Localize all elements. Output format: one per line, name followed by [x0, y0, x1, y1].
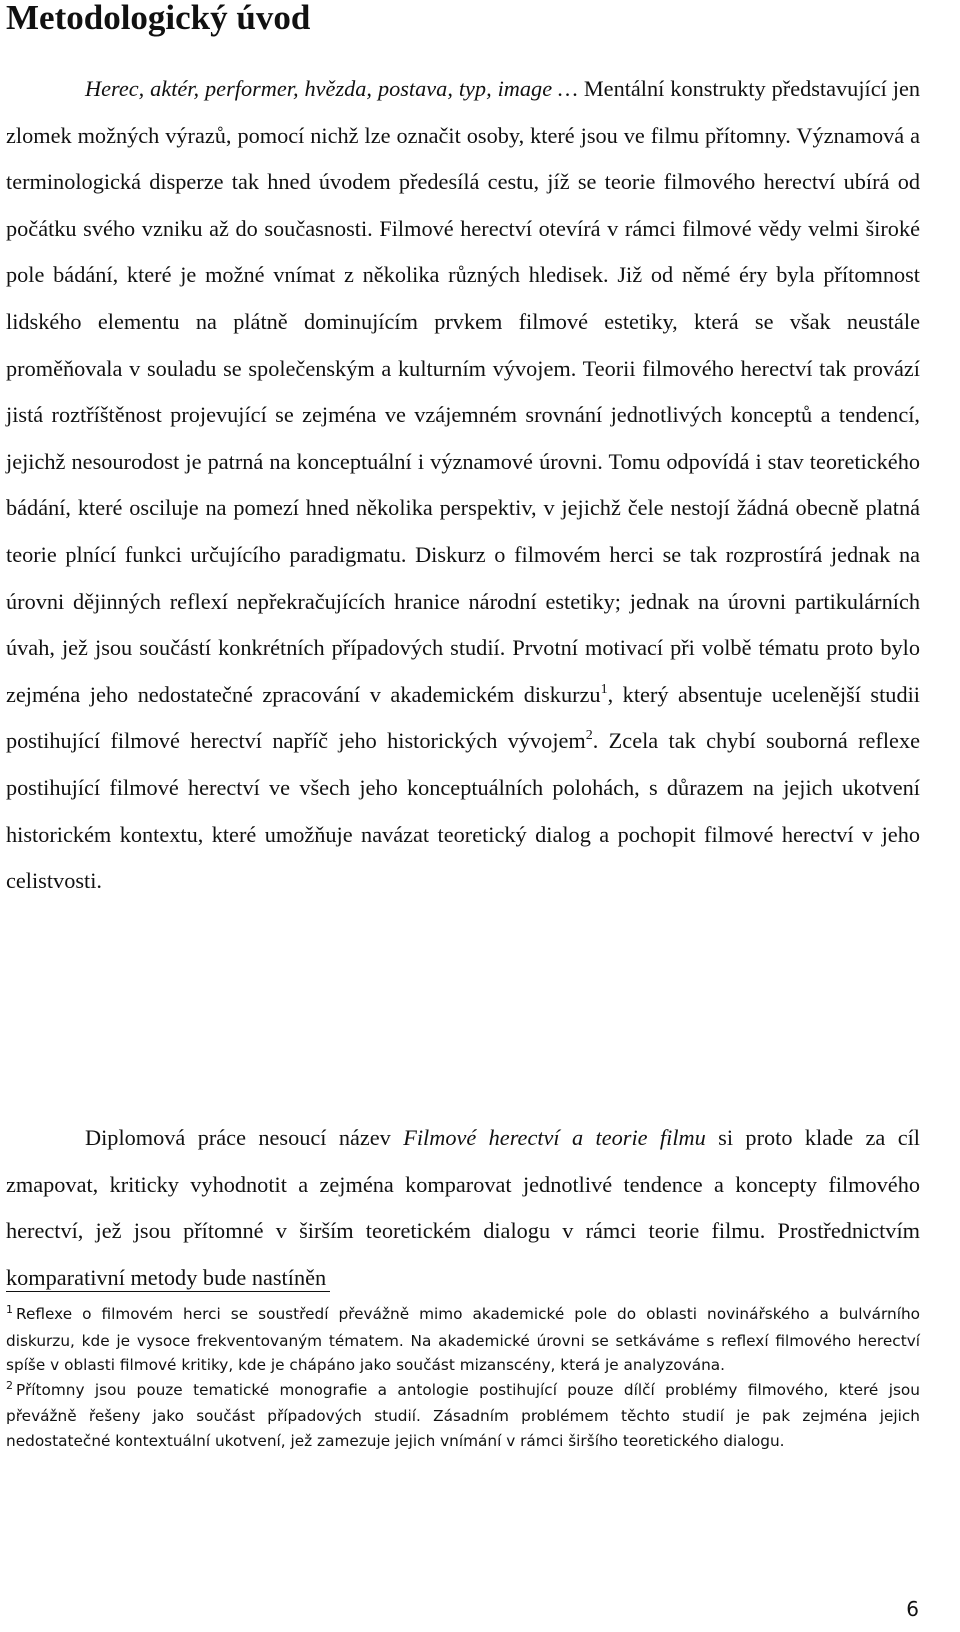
paragraph-2-text-b: si proto klade za cíl zmapovat, kriticky vyhodnotit a zejména komparovat jednotlivé tendence a koncepty filmového herectví, jež jsou přítomné v širším teoretickém dialogu v rámci teorie filmu. Prostřednictvím komparativní metody bude nastíněn: [6, 1125, 920, 1290]
footnote-1: [6, 1302, 920, 1378]
paragraph-1-text-c: . Zcela tak chybí souborná reflexe postihující filmové herectví ve všech jeho konceptuálních polohách, s důrazem na jejich ukotvení historickém kontextu, které umožňuje navázat teoretický dialog a pochopit filmové herectví v jeho celistvosti.: [6, 728, 920, 894]
paragraph-1-italic-lead: Herec, aktér, performer, hvězda, postava, typ, image …: [85, 76, 578, 101]
footnote-reference-1[interactable]: 1: [600, 681, 608, 697]
page-number: 6: [906, 1597, 919, 1621]
footnote-2-mark: 2: [6, 1378, 13, 1392]
footnotes: [6, 1302, 920, 1454]
page-title: Metodologický úvod: [6, 0, 311, 37]
footnote-reference-2[interactable]: 2: [585, 728, 593, 744]
paragraph-2-text-a: Diplomová práce nesoucí název: [85, 1125, 404, 1150]
paragraph-1-text-a: Mentální konstrukty představující jen zlomek možných výrazů, pomocí nichž lze označit osoby, které jsou ve filmu přítomny. Významová a terminologická disperze tak hned úvodem předesílá cestu, jíž se teorie filmového herectví ubírá od počátku svého vzniku až do současnosti. Filmové herectví otevírá v rámci filmové vědy velmi široké pole bádání, které je možné vnímat z několika různých hledisek. Již od němé éry byla přítomnost lidského elementu na plátně dominujícím prvkem filmové estetiky, která se však neustále proměňovala v souladu se společenským a kulturním vývojem. Teorii filmového herectví tak provází jistá roztříštěnost projevující se zejména ve vzájemném srovnání jednotlivých konceptů a tendencí, jejichž nesourodost je patrná na konceptuální i významové úrovni. Tomu odpovídá i stav teoretického bádání, které osciluje na pomezí hned několika perspektiv, v jejichž čele nestojí žádná obecně platná teorie plnící funkci určujícího paradigmatu. Diskurz o filmovém herci se tak rozprostírá jednak na úrovni dějinných reflexí nepřekračujících hranice národní estetiky; jednak na úrovni partikulárních úvah, jež jsou součástí konkrétních případových studií. Prvotní motivací při volbě tématu proto bylo zejména jeho nedostatečné zpracování v akademickém diskurzu: [6, 76, 920, 707]
paragraph-1-text-b: , který absentuje ucelenější studii postihující filmové herectví napříč jeho historických vývojem: [6, 681, 920, 754]
body-paragraph-2: [6, 1115, 920, 1301]
footnote-2-text: Přítomny jsou pouze tematické monografie a antologie postihující pouze dílčí problémy filmového, které jsou převážně řešeny jako součást případových studií. Zásadním problémem těchto studií je pak zejména jejich nedostatečné kontextuální ukotvení, jež zamezuje jejich vnímání v rámci širšího teoretického dialogu.: [6, 1380, 920, 1450]
footnote-1-mark: 1: [6, 1303, 13, 1316]
footnote-separator: [6, 1291, 330, 1292]
thesis-title: Filmové herectví a teorie filmu: [403, 1125, 706, 1150]
footnote-1-text: Reflexe o filmovém herci se soustředí převážně mimo akademické pole do oblasti novinářského a bulvárního diskurzu, kde je vysoce frekventovaným tématem. Na akademické úrovni se setkáváme s reflexí filmového herectví spíše v oblasti filmové kritiky, kde je chápáno jako součást mizanscény, která je analyzována.: [6, 1305, 920, 1375]
body-paragraph-1: [6, 66, 920, 905]
footnote-2: [6, 1378, 920, 1454]
